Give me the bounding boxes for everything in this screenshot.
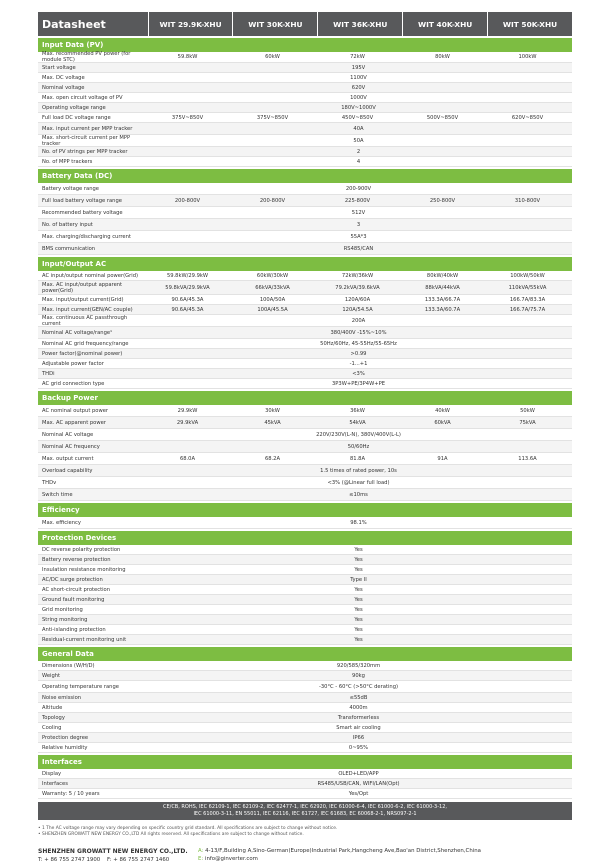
spec-label: AC/DC surge protection — [42, 576, 103, 583]
spec-label: Max. short-circuit current per MPP tracker — [42, 134, 131, 147]
spec-row — [38, 605, 572, 615]
spec-label: AC short-circuit protection — [42, 586, 111, 593]
spec-value: Yes — [354, 546, 363, 553]
spec-value: 50Hz/60Hz, 45-55Hz/55-65Hz — [320, 340, 397, 347]
spec-value: 68.2A — [264, 455, 281, 462]
spec-label: No. of MPP trackers — [42, 158, 93, 165]
spec-label: Residual-current monitoring unit — [42, 636, 127, 643]
spec-label: Noise emission — [42, 694, 82, 701]
spec-row — [38, 113, 572, 123]
spec-row — [38, 441, 572, 453]
spec-label: Nominal voltage — [42, 84, 85, 91]
spec-value: 90.6A/45.3A — [171, 296, 204, 303]
spec-value: Transformerless — [337, 714, 380, 721]
spec-label: BMS communication — [42, 245, 96, 252]
spec-value: 0~95% — [348, 744, 369, 751]
section-rows — [38, 661, 572, 753]
model-name: WIT 50K-XHU — [487, 12, 572, 36]
spec-row — [38, 183, 572, 195]
spec-value: 79.2kVA/39.6kVA — [335, 284, 380, 291]
spec-value: OLED+LED/APP — [338, 770, 379, 777]
spec-label: Insulation resistance monitoring — [42, 566, 126, 573]
spec-label: Adjustable power factor — [42, 360, 104, 367]
spec-label: String monitoring — [42, 616, 88, 623]
spec-label: Max. input/output current(Grid) — [42, 296, 124, 303]
spec-label: Display — [42, 770, 62, 777]
spec-value: Type II — [350, 576, 367, 583]
spec-label: Nominal AC frequency — [42, 443, 100, 450]
spec-value: ≤10ms — [349, 491, 368, 498]
spec-label: Switch time — [42, 491, 73, 498]
spec-value: 133.3A/66.7A — [424, 296, 461, 303]
spec-row — [38, 723, 572, 733]
spec-label: Max. open circuit voltage of PV — [42, 94, 123, 101]
spec-value: 166.7A/75.7A — [509, 306, 546, 313]
certifications-line: CE/CB, ROHS, IEC 62109-1, IEC 62109-2, IEC 62477-1, IEC 62920, IEC 61000-6-4, IEC 61000-6-2, IEC 61000-3-12, — [162, 804, 447, 810]
spec-row — [38, 93, 572, 103]
spec-label: DC reverse polarity protection — [42, 546, 121, 553]
spec-value: 36kW — [350, 407, 365, 414]
datasheet-title: Datasheet — [42, 17, 106, 31]
spec-value: Yes — [354, 596, 363, 603]
spec-value: RS485/CAN — [343, 245, 374, 252]
spec-row — [38, 743, 572, 753]
spec-value: Yes — [354, 586, 363, 593]
spec-row — [38, 135, 572, 147]
spec-row — [38, 63, 572, 73]
spec-label: Recommended battery voltage — [42, 209, 123, 216]
spec-label: Overload capability — [42, 467, 93, 474]
spec-value: 100kW/50kW — [510, 272, 545, 279]
spec-value: 59.8kVA/29.9kVA — [165, 284, 210, 291]
spec-value: 133.3A/60.7A — [424, 306, 461, 313]
spec-value: 120A/60A — [344, 296, 371, 303]
spec-value: 68.0A — [179, 455, 196, 462]
datasheet — [38, 12, 572, 863]
spec-row — [38, 575, 572, 585]
spec-value: 59.8kW/29.9kW — [166, 272, 209, 279]
section-title: Battery Data (DC) — [38, 169, 572, 183]
spec-row — [38, 195, 572, 207]
fax: F: + 86 755 2747 1460 — [107, 857, 170, 863]
spec-row — [38, 157, 572, 167]
spec-value: 75kVA — [519, 419, 536, 426]
spec-value: Smart air cooling — [336, 724, 381, 731]
spec-value: 375V~850V — [256, 114, 289, 121]
spec-row — [38, 73, 572, 83]
spec-label: Battery voltage range — [42, 185, 99, 192]
spec-value: 1100V — [350, 74, 367, 81]
spec-row — [38, 243, 572, 255]
spec-value: 40A — [353, 125, 364, 132]
datasheet-header — [38, 12, 572, 36]
spec-value: 250-800V — [429, 197, 456, 204]
spec-label: Protection degree — [42, 734, 89, 741]
spec-value: 310-800V — [514, 197, 541, 204]
certifications — [38, 802, 572, 820]
spec-value: 80kW/40kW — [426, 272, 459, 279]
spec-value: 4 — [356, 158, 361, 165]
spec-row — [38, 615, 572, 625]
spec-value: <3% (@Linear full load) — [327, 479, 390, 486]
spec-row — [38, 315, 572, 327]
spec-value: RS485/USB/CAN, WIFI/LAN(Opt) — [317, 780, 400, 787]
spec-row — [38, 713, 572, 723]
spec-label: Warranty: 5 / 10 years — [42, 790, 100, 797]
spec-label: THDi — [42, 370, 55, 377]
spec-value: 500V~850V — [426, 114, 459, 121]
spec-row — [38, 453, 572, 465]
spec-row — [38, 769, 572, 779]
spec-row — [38, 417, 572, 429]
spec-label: THDv — [42, 479, 57, 486]
spec-value: Yes — [354, 606, 363, 613]
spec-label: Nominal AC voltage — [42, 431, 94, 438]
spec-row — [38, 123, 572, 135]
spec-label: Dimensions (W/H/D) — [42, 662, 95, 669]
spec-value: >0.99 — [350, 350, 367, 357]
spec-label: Max. DC voltage — [42, 74, 85, 81]
spec-row — [38, 703, 572, 713]
spec-label: Grid monitoring — [42, 606, 83, 613]
spec-label: Operating voltage range — [42, 104, 106, 111]
spec-value: 98.1% — [350, 519, 367, 526]
spec-value: Yes — [354, 616, 363, 623]
section-rows — [38, 769, 572, 799]
spec-row — [38, 207, 572, 219]
spec-value: 225-800V — [344, 197, 371, 204]
email-label: E: — [198, 856, 204, 862]
spec-label: Max. input current per MPP tracker — [42, 125, 133, 132]
spec-label: Power factor(@nominal power) — [42, 350, 123, 357]
footer-right — [198, 848, 481, 863]
spec-label: Max. continuous AC passthrough current — [42, 314, 128, 327]
spec-label: No. of PV strings per MPP tracker — [42, 148, 128, 155]
spec-value: 166.7A/83.3A — [509, 296, 546, 303]
model-name: WIT 30K-XHU — [232, 12, 317, 36]
spec-label: AC grid connection type — [42, 380, 105, 387]
spec-row — [38, 693, 572, 703]
spec-value: 620V — [351, 84, 366, 91]
spec-value: ≤55dB — [349, 694, 368, 701]
address-label: A: — [198, 848, 204, 854]
spec-value: 80kW — [435, 54, 450, 60]
footnote: • SHENZHEN GROWATT NEW ENERGY CO.,LTD All rights reserved. All specifications are subject to change without notice. — [38, 832, 304, 837]
spec-label: Max. charging/discharging current — [42, 233, 131, 240]
spec-value: -30°C - 60°C (>50°C derating) — [318, 683, 399, 690]
spec-row — [38, 595, 572, 605]
spec-row — [38, 625, 572, 635]
spec-value: 200A — [351, 317, 366, 324]
spec-row — [38, 477, 572, 489]
spec-row — [38, 359, 572, 369]
spec-value: IP66 — [352, 734, 365, 741]
spec-row — [38, 517, 572, 529]
address: 4-13/F,Building A,Sino-German(Europe)Industrial Park,Hangcheng Ave,Bao'an District,Shenzhen,China — [205, 848, 481, 854]
spec-label: Weight — [42, 672, 61, 679]
section-title: Backup Power — [38, 391, 572, 405]
spec-row — [38, 661, 572, 671]
spec-value: 29.9kW — [177, 407, 198, 414]
spec-value: 100kW — [518, 54, 537, 60]
spec-value: 40kW — [435, 407, 450, 414]
spec-value: 54kVA — [349, 419, 366, 426]
spec-value: 380/400V -15%~10% — [330, 329, 387, 336]
spec-row — [38, 83, 572, 93]
spec-value: 195V — [351, 64, 366, 71]
spec-value: 3P3W+PE/3P4W+PE — [332, 380, 385, 387]
spec-value: Yes — [354, 626, 363, 633]
company-footer — [38, 848, 572, 863]
spec-value: 90.6A/45.3A — [171, 306, 204, 313]
spec-row — [38, 349, 572, 359]
spec-row — [38, 52, 572, 63]
spec-row — [38, 545, 572, 555]
spec-row — [38, 379, 572, 389]
spec-row — [38, 147, 572, 157]
spec-row — [38, 295, 572, 305]
spec-label: Max. AC input/output apparent power(Grid) — [42, 281, 123, 294]
spec-value: Yes — [354, 566, 363, 573]
spec-value: 450V~850V — [341, 114, 374, 121]
spec-label: Nominal AC voltage/range¹ — [42, 329, 113, 336]
spec-sections — [38, 38, 572, 799]
spec-row — [38, 489, 572, 501]
certifications-line: IEC 61000-3-11, EN 55011, IEC 62116, IEC 61727, IEC 61683, EC 60068-2-1, NRS097-2-1 — [193, 811, 417, 817]
spec-value: 50kW — [520, 407, 535, 414]
phone: T: + 86 755 2747 1900 — [38, 857, 101, 863]
spec-row — [38, 369, 572, 379]
spec-label: No. of battery input — [42, 221, 93, 228]
spec-label: Full load battery voltage range — [42, 197, 122, 204]
spec-value: 30kW — [265, 407, 280, 414]
spec-value: 100A/50A — [259, 296, 286, 303]
section-title: General Data — [38, 647, 572, 661]
spec-row — [38, 339, 572, 349]
spec-value: Yes/Opt — [348, 790, 369, 797]
spec-label: Altitude — [42, 704, 63, 711]
spec-value: 55A*3 — [350, 233, 367, 240]
spec-value: 100A/45.5A — [257, 306, 288, 313]
spec-value: 59.8kW — [177, 54, 198, 60]
spec-label: Nominal AC grid frequency/range — [42, 340, 129, 347]
model-name: WIT 40K-XHU — [402, 12, 487, 36]
spec-value: <3% — [352, 370, 365, 377]
spec-value: 90kg — [352, 672, 365, 679]
spec-value: 1.5 times of rated power, 10s — [320, 467, 397, 474]
spec-label: Max. AC apparent power — [42, 419, 106, 426]
spec-value: 60kVA — [434, 419, 451, 426]
section-title: Efficiency — [38, 503, 572, 517]
spec-value: 920/585/320mm — [336, 662, 381, 669]
section-rows — [38, 405, 572, 501]
spec-value: 120A/54.5A — [342, 306, 373, 313]
spec-label: Operating temperature range — [42, 683, 119, 690]
spec-label: Battery reverse protection — [42, 556, 111, 563]
section-rows — [38, 183, 572, 255]
spec-value: 29.9kVA — [176, 419, 199, 426]
spec-value: 60kW — [265, 54, 280, 60]
spec-value: Yes — [354, 556, 363, 563]
spec-value: 4000m — [349, 704, 368, 711]
spec-value: 2 — [356, 148, 361, 155]
section-rows — [38, 545, 572, 645]
spec-row — [38, 733, 572, 743]
spec-label: Ground fault monitoring — [42, 596, 105, 603]
spec-value: 200-800V — [174, 197, 201, 204]
spec-row — [38, 671, 572, 681]
spec-value: 620V~850V — [511, 114, 544, 121]
spec-value: 200-900V — [345, 185, 372, 192]
spec-value: Yes — [354, 636, 363, 643]
spec-row — [38, 635, 572, 645]
footer-left — [38, 848, 198, 863]
spec-value: 50A — [353, 137, 364, 144]
spec-row — [38, 585, 572, 595]
spec-label: Cooling — [42, 724, 62, 731]
spec-row — [38, 305, 572, 315]
spec-row — [38, 327, 572, 339]
spec-value: 512V — [351, 209, 366, 216]
spec-row — [38, 779, 572, 789]
model-name: WIT 36K-XHU — [317, 12, 402, 36]
spec-value: 50/60Hz — [347, 443, 370, 450]
spec-value: 3 — [356, 221, 361, 228]
spec-value: 113.6A — [518, 455, 537, 462]
spec-value: 88kVA/44kVA — [425, 284, 460, 291]
spec-label: Relative humidity — [42, 744, 88, 751]
spec-value: 110kVA/55kVA — [508, 284, 547, 291]
spec-value: 1000V — [350, 94, 367, 101]
spec-label: Start voltage — [42, 64, 76, 71]
spec-value: 220V/230V(L-N), 380V/400V(L-L) — [316, 431, 401, 438]
spec-row — [38, 789, 572, 799]
footnotes — [38, 826, 572, 838]
section-rows — [38, 271, 572, 389]
spec-row — [38, 405, 572, 417]
spec-row — [38, 465, 572, 477]
spec-value: 45kVA — [264, 419, 281, 426]
spec-row — [38, 103, 572, 113]
spec-label: Topology — [42, 714, 65, 721]
email-link[interactable]: info@ginverter.com — [204, 856, 258, 862]
spec-label: Interfaces — [42, 780, 68, 787]
spec-label: Anti-islanding protection — [42, 626, 106, 633]
spec-row — [38, 219, 572, 231]
spec-label: Full load DC voltage range — [42, 114, 111, 121]
spec-value: 200-800V — [259, 197, 286, 204]
section-title: Protection Devices — [38, 531, 572, 545]
section-title: Interfaces — [38, 755, 572, 769]
section-rows — [38, 52, 572, 167]
spec-value: 72kW — [350, 54, 365, 60]
spec-label: AC nominal output power — [42, 407, 109, 414]
model-name: WIT 29.9K-XHU — [148, 12, 233, 36]
company-name: SHENZHEN GROWATT NEW ENERGY CO.,LTD. — [38, 848, 188, 855]
spec-value: 180V~1000V — [341, 104, 376, 111]
spec-value: 60kW/30kW — [256, 272, 289, 279]
section-title: Input/Output AC — [38, 257, 572, 271]
spec-row — [38, 429, 572, 441]
spec-row — [38, 231, 572, 243]
spec-row — [38, 681, 572, 693]
spec-row — [38, 281, 572, 295]
spec-row — [38, 565, 572, 575]
spec-label: Max. efficiency — [42, 519, 81, 526]
spec-row — [38, 271, 572, 281]
spec-label: Max. recommended PV power (for module STC) — [42, 51, 131, 63]
section-title: Input Data (PV) — [38, 38, 572, 52]
spec-value: 375V~850V — [171, 114, 204, 121]
spec-label: AC input/output nominal power(Grid) — [42, 272, 139, 279]
spec-label: Max. input current(GEN/AC couple) — [42, 306, 133, 313]
spec-label: Max. output current — [42, 455, 94, 462]
footnote: • 1 The AC voltage range may vary depending on specific country grid standard. All specifications are subject to change without notice. — [38, 826, 338, 831]
section-rows — [38, 517, 572, 529]
spec-value: 91A — [437, 455, 448, 462]
spec-value: 66kVA/33kVA — [255, 284, 290, 291]
spec-value: 81.8A — [349, 455, 366, 462]
spec-value: -1...+1 — [349, 360, 368, 367]
spec-row — [38, 555, 572, 565]
spec-value: 72kW/36kW — [341, 272, 374, 279]
